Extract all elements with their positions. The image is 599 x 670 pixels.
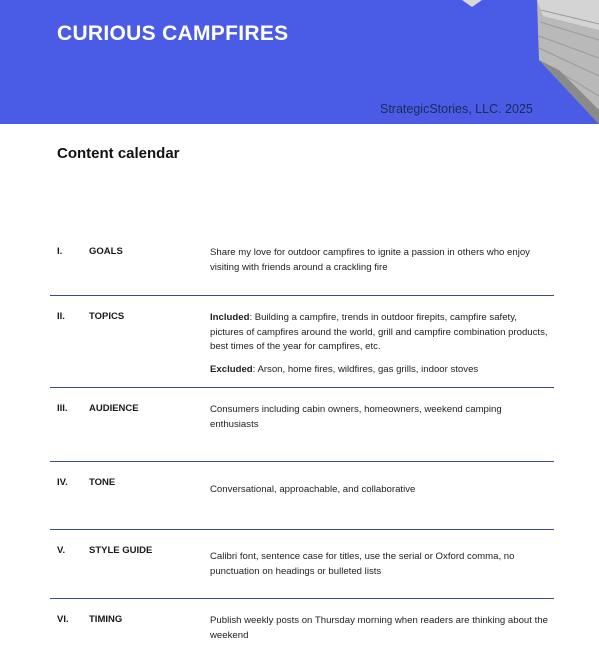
section-divider bbox=[50, 461, 554, 462]
section-text: Calibri font, sentence case for titles, use the serial or Oxford comma, no punctuation on headings or bulleted lists bbox=[210, 551, 515, 577]
brand-title: CURIOUS CAMPFIRES bbox=[57, 22, 289, 45]
section-number: VI. bbox=[57, 614, 69, 625]
included-paragraph: Included: Building a campfire, trends in outdoor firepits, campfire safety, pictures of campfires around the world, grill and campfire combination products, best times of the year for campfires, etc. bbox=[210, 312, 548, 352]
section-number: III. bbox=[57, 403, 68, 414]
section-label: GOALS bbox=[89, 246, 123, 257]
section-label: TONE bbox=[89, 477, 116, 488]
stone-corner-decoration bbox=[462, 0, 482, 8]
section-divider bbox=[50, 598, 554, 599]
section-divider bbox=[50, 387, 554, 388]
section-text bbox=[210, 311, 550, 377]
header-banner bbox=[0, 0, 599, 124]
section-divider bbox=[50, 295, 554, 296]
section-number: II. bbox=[57, 311, 65, 322]
company-name: StrategicStories, LLC. 2025 bbox=[380, 102, 533, 116]
section-text: Publish weekly posts on Thursday morning when readers are thinking about the weekend bbox=[210, 615, 548, 641]
section-text: Consumers including cabin owners, homeowners, weekend camping enthusiasts bbox=[210, 404, 502, 430]
section-number: IV. bbox=[57, 477, 68, 488]
section-label: AUDIENCE bbox=[89, 403, 139, 414]
section-label: TIMING bbox=[89, 614, 123, 625]
section-label: TOPICS bbox=[89, 311, 125, 322]
stone-texture-decoration bbox=[529, 0, 599, 124]
section-text: Share my love for outdoor campfires to ignite a passion in others who enjoy visiting with friends around a crackling fire bbox=[210, 247, 530, 273]
page-title: Content calendar bbox=[57, 145, 180, 162]
section-number: I. bbox=[57, 246, 63, 257]
excluded-paragraph: Excluded: Arson, home fires, wildfires, gas grills, indoor stoves bbox=[210, 363, 479, 375]
section-divider bbox=[50, 529, 554, 530]
section-label: STYLE GUIDE bbox=[89, 545, 153, 556]
section-text: Conversational, approachable, and collaborative bbox=[210, 484, 416, 495]
section-number: V. bbox=[57, 545, 66, 556]
